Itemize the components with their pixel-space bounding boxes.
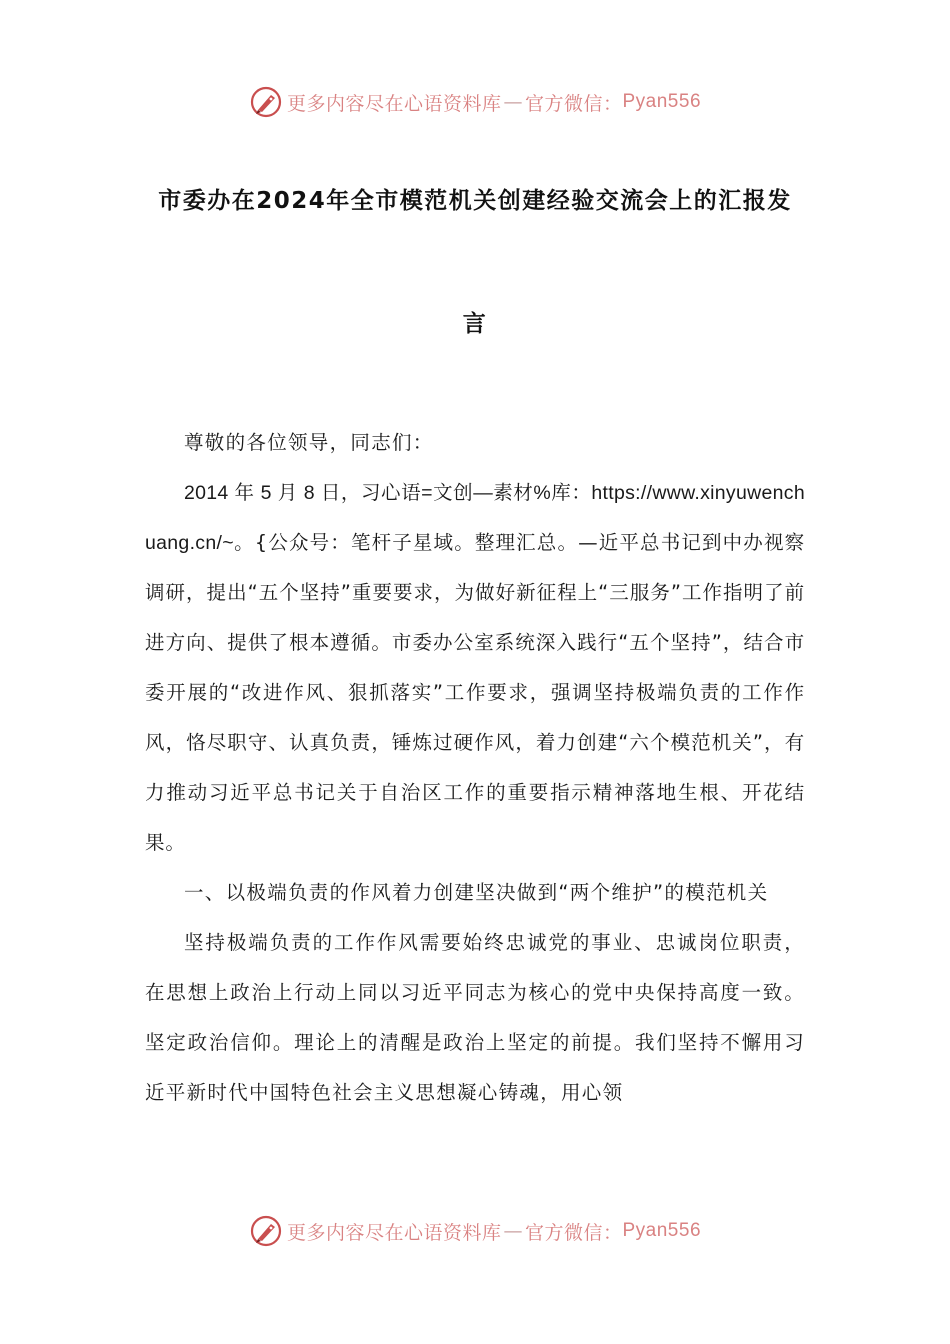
- watermark-contact-label: 官方微信：: [524, 92, 623, 115]
- salutation: 尊敬的各位领导，同志们：: [184, 431, 434, 454]
- watermark-contact-id: Pyan556: [622, 1220, 702, 1241]
- watermark-contact-id: Pyan556: [622, 91, 702, 112]
- watermark-contact-label: 官方微信：: [524, 1221, 623, 1244]
- document-title-line-2: 言: [462, 311, 488, 337]
- paragraph-2: 坚持极端负责的工作作风需要始终忠诚党的事业、忠诚岗位职责，在思想上政治上行动上同以习近平同志为核心的党中央保持高度一致。坚定政治信仰。理论上的清醒是政治上坚定的前提。我们坚持不懈用习近平新时代中国特色社会主义思想凝心铸魂，用心领: [145, 931, 805, 1104]
- footer-watermark: [0, 1211, 950, 1251]
- pen-nib-logo-icon: [249, 85, 283, 119]
- watermark-separator: —: [503, 91, 523, 113]
- paragraph-1: [145, 468, 805, 868]
- watermark-slogan: 更多内容尽在心语资料库: [286, 92, 502, 115]
- paragraph-1-text: 。{公众号：笔杆子星域。整理汇总。—近平总书记到中办视察调研，提出“五个坚持”重要要求，为做好新征程上“三服务”工作指明了前进方向、提供了根本遵循。市委办公室系统深入践行“五个坚持”，结合市委开展的“改进作风、狠抓落实”工作要求，强调坚持极端负责的工作作风，恪尽职守、认真负责，锤炼过硬作风，着力创建“六个模范机关”，有力推动习近平总书记关于自治区工作的重要指示精神落地生根、开花结果。: [145, 531, 805, 854]
- document-title-line-1: 市委办在2024年全市模范机关创建经验交流会上的汇报发: [158, 188, 792, 214]
- paragraph-1-date: 2014 年 5 月 8 日，习心语=文创—素材%库：: [184, 482, 592, 504]
- section-heading-1: 一、以极端负责的作风着力创建坚决做到“两个维护”的模范机关: [184, 881, 769, 904]
- watermark-separator: —: [503, 1220, 523, 1242]
- document-body: [145, 418, 805, 1118]
- paragraph-1-url: https://www.xinyuwenchuang.cn/~: [145, 482, 805, 554]
- pen-nib-logo-icon: [249, 1214, 283, 1248]
- watermark-slogan: 更多内容尽在心语资料库: [286, 1221, 502, 1244]
- header-watermark: [0, 82, 950, 122]
